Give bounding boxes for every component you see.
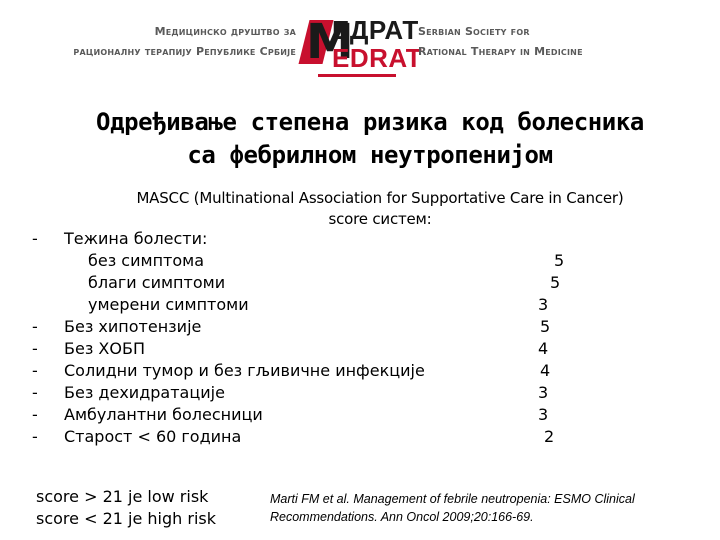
criteria-row — [0, 382, 720, 404]
logo-mark: M — [306, 14, 354, 70]
page-title-line2: са фебрилном неутропенијом — [187, 141, 553, 169]
criteria-row — [0, 404, 720, 426]
criteria-bullet: - — [32, 405, 38, 424]
criteria-label: Старост < 60 година — [64, 427, 242, 446]
criteria-points: 2 — [544, 427, 555, 446]
risk-high: score < 21 je high risk — [36, 509, 216, 528]
criteria-row — [0, 316, 720, 338]
logo-underline — [318, 74, 396, 77]
criteria-row — [0, 360, 720, 382]
criteria-label: Амбулантни болесници — [64, 405, 263, 424]
mascc-heading-line2: score систем: — [328, 210, 432, 228]
criteria-bullet: - — [32, 427, 38, 446]
criteria-row — [0, 426, 720, 448]
criteria-label: умерени симптоми — [88, 295, 249, 314]
criteria-points: 3 — [538, 295, 549, 314]
criteria-row — [0, 272, 720, 294]
citation: Marti FM et al. Management of febrile neutropenia: ESMO Clinical Recommendations. Ann Oncol 2009;20:166-69. — [270, 492, 635, 524]
criteria-label: Без дехидратације — [64, 383, 225, 402]
logo-text-cyrillic: ЕДРАТ — [332, 15, 419, 45]
criteria-points: 5 — [554, 251, 565, 270]
medrat-logo — [296, 14, 423, 78]
criteria-label: Без ХОБП — [64, 339, 145, 358]
society-name-english — [418, 22, 638, 62]
society-name-english-line2: Rational Therapy in Medicine — [418, 45, 583, 58]
criteria-points: 5 — [540, 317, 551, 336]
criteria-row — [0, 338, 720, 360]
criteria-bullet: - — [32, 383, 38, 402]
criteria-label: Без хипотензије — [64, 317, 202, 336]
criteria-points: 5 — [550, 273, 561, 292]
criteria-points: 3 — [538, 405, 549, 424]
criteria-row — [0, 228, 720, 250]
criteria-label: без симптома — [88, 251, 205, 270]
risk-low: score > 21 je low risk — [36, 487, 209, 506]
criteria-row — [0, 294, 720, 316]
mascc-heading — [70, 188, 690, 230]
criteria-row — [0, 250, 720, 272]
criteria-bullet: - — [32, 339, 38, 358]
page-title — [40, 106, 700, 172]
criteria-points: 4 — [540, 361, 551, 380]
society-name-serbian-line2: рационалну терапију Републике Србије — [73, 45, 296, 58]
criteria-bullet: - — [32, 317, 38, 336]
society-name-english-line1: Serbian Society for — [418, 25, 530, 38]
criteria-points: 4 — [538, 339, 549, 358]
page-title-line1: Одређивање степена ризика код болесника — [96, 108, 644, 136]
criteria-label: Солидни тумор и без гљивичне инфекције — [64, 361, 425, 380]
mascc-heading-line1: MASCC (Multinational Association for Supportative Care in Cancer) — [136, 189, 624, 207]
criteria-bullet: - — [32, 229, 38, 248]
criteria-points: 3 — [538, 383, 549, 402]
society-name-serbian — [58, 22, 296, 62]
society-name-serbian-line1: Медицинско друштво за — [154, 25, 296, 38]
criteria-label: благи симптоми — [88, 273, 226, 292]
criteria-label: Тежина болести: — [64, 229, 208, 248]
logo-text-latin: EDRAT — [332, 43, 423, 73]
criteria-bullet: - — [32, 361, 38, 380]
risk-thresholds — [36, 486, 216, 530]
